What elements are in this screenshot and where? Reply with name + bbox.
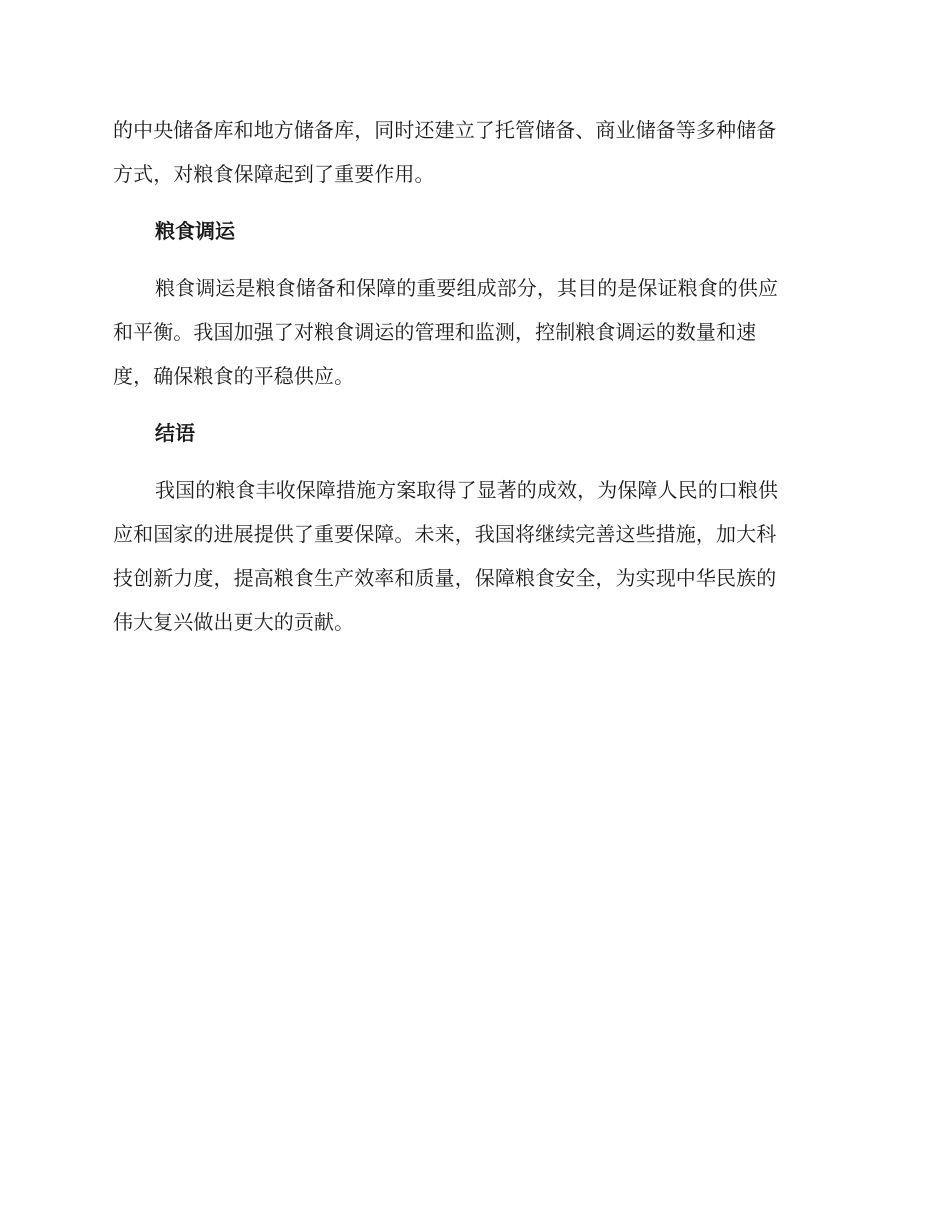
- section-heading: 粮食调运: [155, 219, 235, 243]
- paragraph-line: 伟大复兴做出更大的贡献。: [113, 610, 355, 634]
- paragraph-line: 技创新力度，提高粮食生产效率和质量，保障粮食安全，为实现中华民族的: [113, 566, 777, 590]
- paragraph-line: 度，确保粮食的平稳供应。: [113, 364, 355, 388]
- intro-paragraph: [113, 108, 833, 196]
- paragraph-line: 应和国家的进展提供了重要保障。未来，我国将继续完善这些措施，加大科: [113, 522, 777, 546]
- paragraph-line: 的中央储备库和地方储备库，同时还建立了托管储备、商业储备等多种储备: [113, 118, 777, 142]
- section-conclusion: [113, 411, 833, 644]
- document-page: [113, 108, 833, 644]
- section-heading: 结语: [155, 421, 195, 445]
- paragraph-line: 方式，对粮食保障起到了重要作用。: [113, 162, 435, 186]
- paragraph-line: 我国的粮食丰收保障措施方案取得了显著的成效，为保障人民的口粮供: [155, 478, 779, 502]
- paragraph-line: 粮食调运是粮食储备和保障的重要组成部分，其目的是保证粮食的供应: [155, 276, 779, 300]
- paragraph-line: 和平衡。我国加强了对粮食调运的管理和监测，控制粮食调运的数量和速: [113, 320, 757, 344]
- section-transport: [113, 209, 833, 398]
